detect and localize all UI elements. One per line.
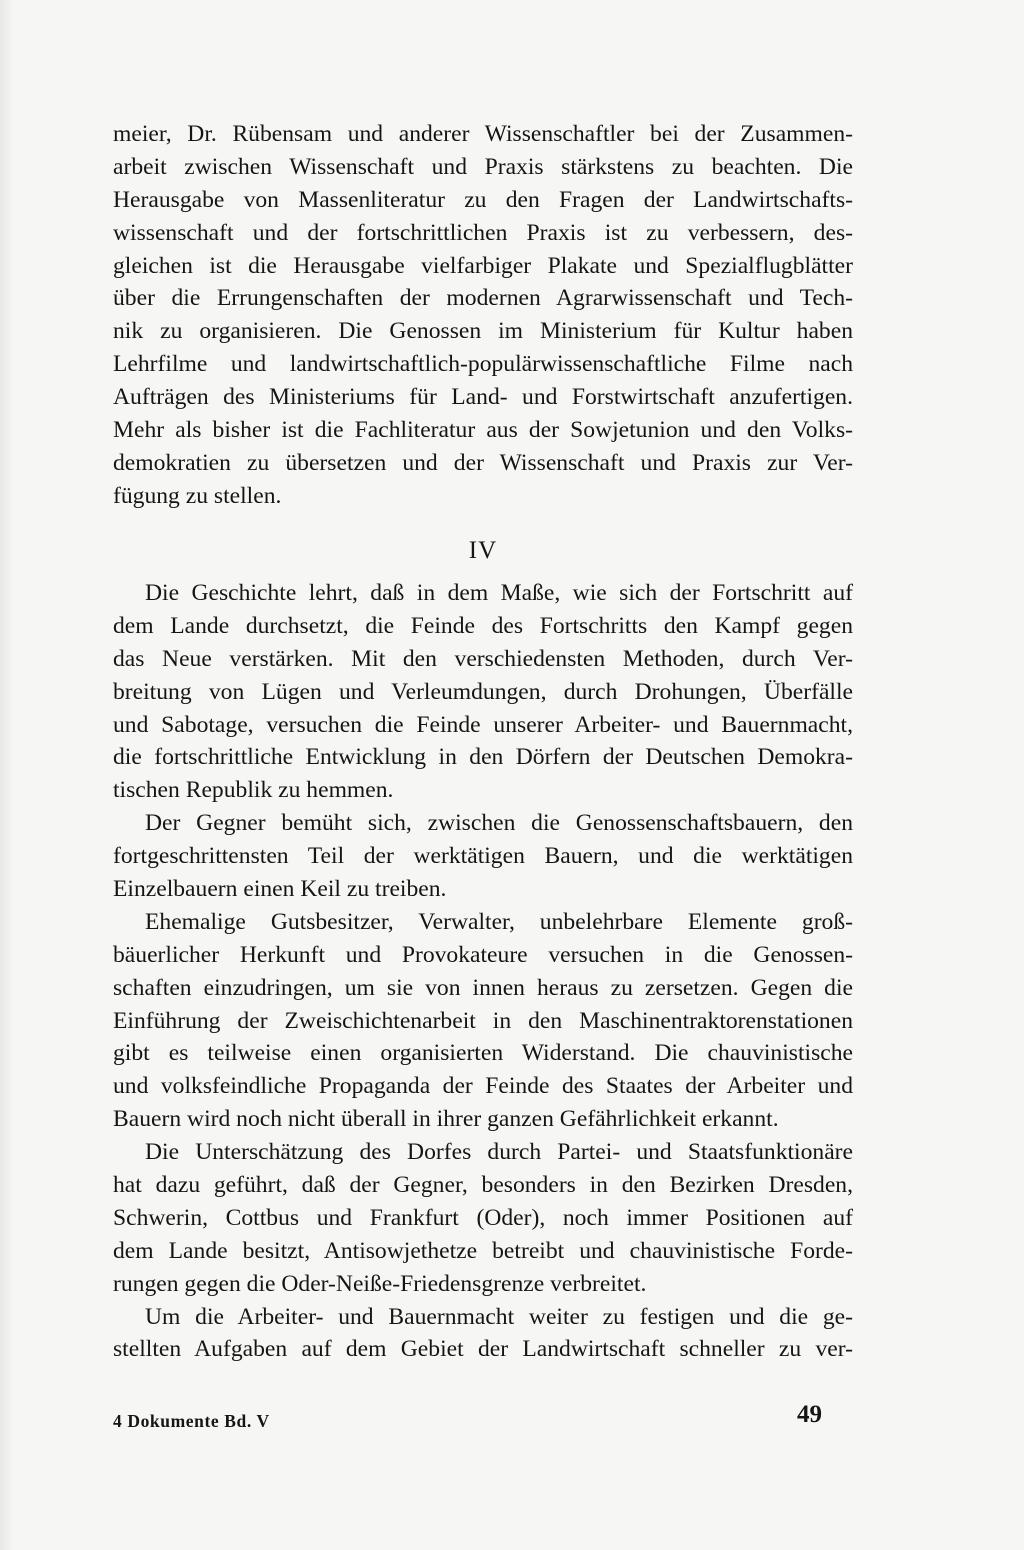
text-line: wissenschaft und der fortschrittlichen Praxis ist zu verbessern, des- [113, 219, 853, 246]
text-line: Der Gegner bemüht sich, zwischen die Genossenschaftsbauern, den [145, 810, 853, 837]
text-line: und Sabotage, versuchen die Feinde unserer Arbeiter- und Bauernmacht, [113, 711, 853, 738]
printer-signature: 4 Dokumente Bd. V [113, 1411, 270, 1431]
text-line: meier, Dr. Rübensam und anderer Wissenschaftler bei der Zusammen- [113, 121, 853, 147]
text-line: breitung von Lügen und Verleumdungen, durch Drohungen, Überfälle [113, 678, 853, 705]
text-line: dem Lande besitzt, Antisowjethetze betreibt und chauvinistische Forde- [113, 1237, 853, 1264]
text-line: Ehemalige Gutsbesitzer, Verwalter, unbelehrbare Elemente groß- [145, 908, 853, 935]
paragraph-continuation [113, 118, 853, 513]
text-line: Bauern wird noch nicht überall in ihrer ganzen Gefährlichkeit erkannt. [113, 1106, 779, 1133]
section-heading: IV [468, 537, 498, 564]
text-line: Einzelbauern einen Keil zu treiben. [113, 876, 447, 903]
text-line: die fortschrittliche Entwicklung in den Dörfern der Deutschen Demokra- [113, 744, 853, 771]
text-line: Mehr als bisher ist die Fachliteratur aus der Sowjetunion und den Volks- [113, 417, 853, 444]
text-line: tischen Republik zu hemmen. [113, 777, 394, 804]
text-line: fortgeschrittensten Teil der werktätigen Bauern, und die werktätigen [113, 843, 853, 870]
text-line: stellten Aufgaben auf dem Gebiet der Landwirtschaft schneller zu ver- [113, 1336, 853, 1363]
section-iv-body [113, 577, 853, 1366]
text-line: gleichen ist die Herausgabe vielfarbiger Plakate und Spezialflugblätter [113, 252, 853, 279]
text-line: das Neue verstärken. Mit den verschiedensten Methoden, durch Ver- [113, 645, 853, 672]
page-number: 49 [797, 1401, 822, 1428]
text-line: dem Lande durchsetzt, die Feinde des Fortschritts den Kampf gegen [113, 612, 853, 639]
text-line: arbeit zwischen Wissenschaft und Praxis stärkstens zu beachten. Die [113, 153, 853, 180]
text-line: Lehrfilme und landwirtschaftlich-populärwissenschaftliche Filme nach [113, 351, 853, 378]
text-line: nik zu organisieren. Die Genossen im Ministerium für Kultur haben [113, 318, 853, 345]
text-line: demokratien zu übersetzen und der Wissenschaft und Praxis zur Ver- [113, 449, 853, 476]
text-line: über die Errungenschaften der modernen Agrarwissenschaft und Tech- [113, 285, 853, 312]
text-line: fügung zu stellen. [113, 482, 282, 509]
text-line: schaften einzudringen, um sie von innen heraus zu zersetzen. Gegen die [113, 974, 853, 1001]
text-line: rungen gegen die Oder-Neiße-Friedensgrenze verbreitet. [113, 1270, 647, 1297]
page-edge-shadow [0, 0, 14, 1550]
text-line: Schwerin, Cottbus und Frankfurt (Oder), noch immer Positionen auf [113, 1204, 853, 1231]
text-line: bäuerlicher Herkunft und Provokateure versuchen in die Genossen- [113, 941, 853, 968]
text-line: Aufträgen des Ministeriums für Land- und Forstwirtschaft anzufertigen. [113, 384, 853, 411]
text-line: hat dazu geführt, daß der Gegner, besonders in den Bezirken Dresden, [113, 1172, 853, 1199]
text-line: Um die Arbeiter- und Bauernmacht weiter zu festigen und die ge- [145, 1303, 853, 1330]
text-line: und volksfeindliche Propaganda der Feinde des Staates der Arbeiter und [113, 1073, 853, 1100]
text-line: Einführung der Zweischichtenarbeit in den Maschinentraktorenstationen [113, 1007, 853, 1034]
text-line: Die Unterschätzung des Dorfes durch Partei- und Staatsfunktionäre [145, 1139, 853, 1166]
text-line: Die Geschichte lehrt, daß in dem Maße, wie sich der Fortschritt auf [145, 580, 853, 606]
text-line: gibt es teilweise einen organisierten Widerstand. Die chauvinistische [113, 1040, 853, 1067]
text-line: Herausgabe von Massenliteratur zu den Fragen der Landwirtschafts- [113, 186, 853, 213]
